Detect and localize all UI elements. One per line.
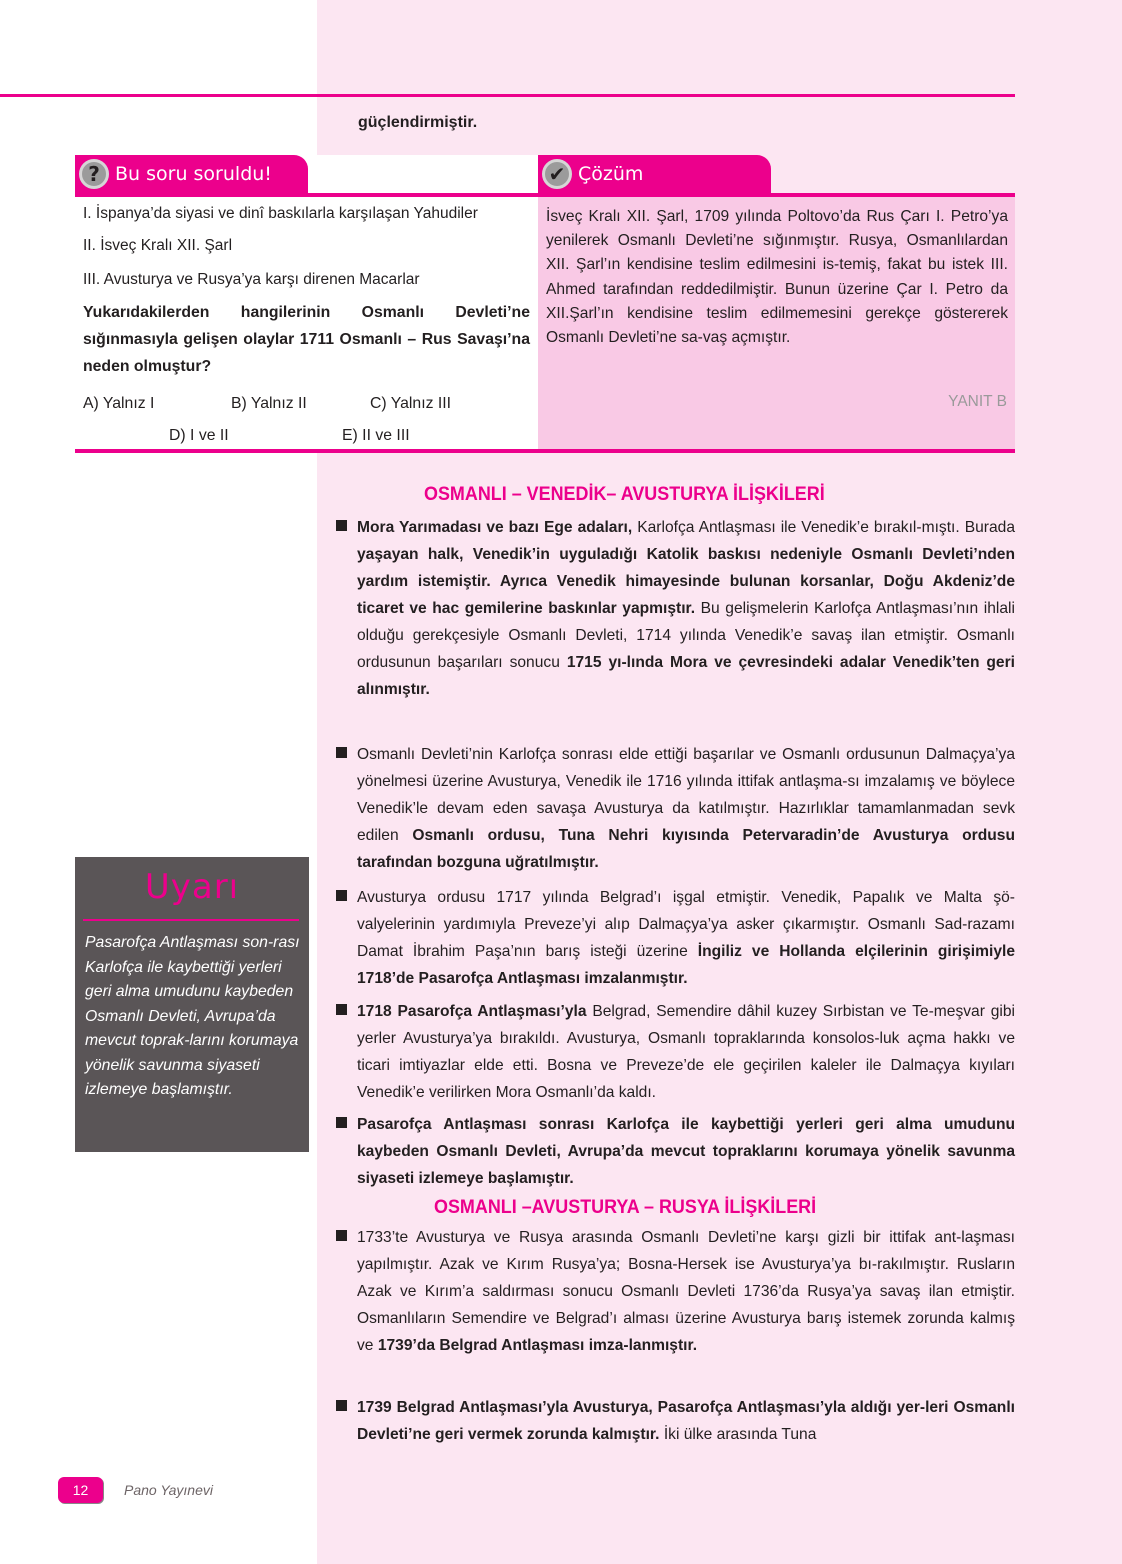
bullet-square-icon (336, 1230, 347, 1241)
bullet-square-icon (336, 1400, 347, 1411)
warning-card (75, 857, 309, 1152)
section-title-venedik-avusturya: OSMANLI – VENEDİK– AVUSTURYA İLİŞKİLERİ (424, 483, 825, 505)
solution-panel (538, 155, 1015, 453)
option-e[interactable]: E) II ve III (342, 427, 410, 444)
question-tab (75, 155, 308, 193)
section1-bullet-5 (336, 1111, 1015, 1192)
bullet-text (357, 741, 1015, 876)
solution-tab-label: Çözüm (578, 163, 644, 185)
option-c[interactable]: C) Yalnız III (370, 395, 452, 412)
text-run: Belgrad, Semendire dâhil kuzey Sırbistan ve Te-meşvar gibi yerler Avusturya’ya bırakıldı. Avusturya, Osmanlı topraklarında konsolos-luk açma hakkı ve ticari imtiyazlar elde etti. Bosna ve Preveze’de ele geçirilen kaleler ile Dalmaçya kıyıları Venedik’e verilirken Mora Osmanlı’da kaldı. (357, 1003, 1015, 1101)
solution-text: İsveç Kralı XII. Şarl, 1709 yılında Poltovo’da Rus Çarı I. Petro’ya yenilerek Osmanlı Devleti’ne sığınmıştır. Rusya, Osmanlılardan XII. Şarl’ın kendisine teslim edilmesini is-temiş, fakat bu istek III. Ahmed tarafından reddedilmiştir. Bunun üzerine Çar I. Petro da XII.Şarl’ın kendisine teslim edilmemesini gerekçe göstererek Osmanlı Devleti’ne sa-vaş açmıştır. (546, 208, 1008, 347)
publisher-name: Pano Yayınevi (124, 1482, 213, 1498)
bullet-text (357, 884, 1015, 992)
text-run: Osmanlı Devleti’nin Karlofça sonrası elde ettiği başarılar ve Osmanlı ordusunun Dalmaçya’ya yönelmesi üzerine Avusturya, Venedik ile 1716 yılında ittifak antlaşma-sı imzalamış ve böylece Venedik’le devam eden savaşa Avusturya da katılmıştır. Hazırlıklar tamamlanmadan sevk edilen (357, 746, 1015, 844)
bullet-text (357, 514, 1015, 703)
bold-run: 1739’da Belgrad Antlaşması imza-lanmıştır. (377, 1337, 698, 1354)
question-tab-label: Bu soru soruldu! (115, 163, 272, 185)
question-solution-block (75, 155, 1015, 453)
section2-bullet-2 (336, 1394, 1015, 1448)
bold-run: 1739 Belgrad Antlaşması’yla Avusturya, Pasarofça Antlaşması’yla aldığı yer-leri Osmanlı Devleti’ne geri vermek zorunda kalmıştır. (357, 1399, 1015, 1443)
section1-bullet-3 (336, 884, 1015, 992)
bold-run: yaşayan halk, Venedik’in uyguladığı Katolik baskısı nedeniyle Osmanlı Devleti’nden yardım istemiştir. Ayrıca Venedik himayesinde bulunan korsanlar, Doğu Akdeniz’de ticaret ve hac gemilerine baskınlar yapmıştır. (357, 546, 1015, 617)
warning-divider (83, 919, 299, 921)
page-number: 12 (58, 1477, 103, 1503)
bullet-square-icon (336, 1004, 347, 1015)
bullet-text (357, 1394, 1015, 1448)
bullet-square-icon (336, 1117, 347, 1128)
bullet-text (357, 1224, 1015, 1359)
question-item-2: II. İsveç Kralı XII. Şarl (83, 237, 233, 254)
solution-body (538, 197, 1015, 449)
option-b[interactable]: B) Yalnız II (231, 395, 307, 412)
text-run: Karlofça Antlaşması ile Venedik’e bırakıl-mıştı. Burada (632, 519, 1015, 536)
section1-bullet-2 (336, 741, 1015, 876)
bold-run: 1718 Pasarofça Antlaşması’yla (357, 1003, 587, 1020)
top-divider (0, 94, 1015, 97)
bullet-square-icon (336, 520, 347, 531)
bold-run: Pasarofça Antlaşması sonrası Karlofça ile kaybettiği yerleri geri alma umudunu kaybeden Osmanlı Devleti, Avrupa’da mevcut topraklarını korumaya yönelik savunma siyaseti izlemeye başlamıştır. (357, 1116, 1015, 1187)
question-item-1: I. İspanya’da siyasi ve dinî baskılarla karşılaşan Yahudiler (83, 205, 478, 222)
section1-bullet-1 (336, 514, 1015, 703)
text-run: İki ülke arasında Tuna (659, 1426, 817, 1443)
text-run: Avusturya ordusu 1717 yılında Belgrad’ı işgal etmiştir. Venedik, Papalık ve Malta şö-valyelerinin yardımıyla Preveze’yi alıp Dalmaçya’ya asker çıkarmıştır. Osmanlı Sad-razamı Damat İbrahim Paşa’nın barış isteği üzerine (357, 889, 1015, 960)
bullet-square-icon (336, 890, 347, 901)
section2-bullet-1 (336, 1224, 1015, 1359)
bullet-text (357, 998, 1015, 1106)
solution-tab (538, 155, 771, 193)
bold-run: Mora Yarımadası ve bazı Ege adaları, (357, 519, 633, 536)
text-run: Bu gelişmelerin Karlofça Antlaşması’nın ihlali olduğu gerekçesiyle Osmanlı Devleti, 1714 yılında Venedik’e savaş ilan etmiştir. Osmanlı ordusunun başarıları sonucu (357, 600, 1015, 671)
option-d[interactable]: D) I ve II (169, 427, 229, 444)
question-item-3: III. Avusturya ve Rusya’ya karşı direnen Macarlar (83, 271, 420, 288)
bullet-square-icon (336, 747, 347, 758)
block-bottom-rule (75, 449, 1015, 453)
bullet-text (357, 1111, 1015, 1192)
text-run: 1733’te Avusturya ve Rusya arasında Osmanlı Devleti’ne karşı gizli bir ittifak ant-laşması yapılmıştır. Azak ve Kırım Rusya’ya; Bosna-Hersek ise Avusturya’ya bı-rakılmıştır. Rusların Azak ve Kırım’a saldırması sonucu Osmanlı Devleti 1736’da Rusya’ya savaş ilan etmiştir. Osmanlıların Semendire ve Belgrad’ı alması üzerine Avusturya barış istemek zorunda kalmış ve (357, 1229, 1015, 1354)
question-tab-bar (75, 193, 538, 197)
continuation-text: güçlendirmiştir. (358, 114, 478, 131)
checkmark-icon: ✔ (542, 159, 572, 189)
question-stem: Yukarıdakilerden hangilerinin Osmanlı Devleti’ne sığınmasıyla gelişen olaylar 1711 Osmanlı – Rus Savaşı’na neden olmuştur? (83, 304, 530, 375)
solution-answer: YANIT B (948, 393, 1007, 410)
bold-run: Osmanlı ordusu, Tuna Nehri kıyısında Petervaradin’de Avusturya ordusu tarafından bozguna uğratılmıştır. (357, 827, 1015, 871)
question-mark-icon: ? (79, 159, 109, 189)
bold-run: 1715 yı-lında Mora ve çevresindeki adalar Venedik’ten geri alınmıştır. (357, 654, 1016, 698)
section1-bullet-4 (336, 998, 1015, 1106)
warning-text: Pasarofça Antlaşması son-rası Karlofça ile kaybettiği yerleri geri alma umudunu kaybeden Osmanlı Devleti, Avrupa’da mevcut toprak-larını korumaya yönelik savunma siyaseti izlemeye başlamıştır. (85, 934, 300, 1098)
question-panel (75, 155, 538, 453)
section-title-avusturya-rusya: OSMANLI –AVUSTURYA – RUSYA İLİŞKİLERİ (434, 1196, 817, 1218)
bold-run: İngiliz ve Hollanda elçilerinin girişimiyle 1718’de Pasarofça Antlaşması imzalanmıştır. (357, 943, 1015, 987)
warning-title: Uyarı (144, 867, 240, 907)
option-a[interactable]: A) Yalnız I (83, 395, 155, 412)
